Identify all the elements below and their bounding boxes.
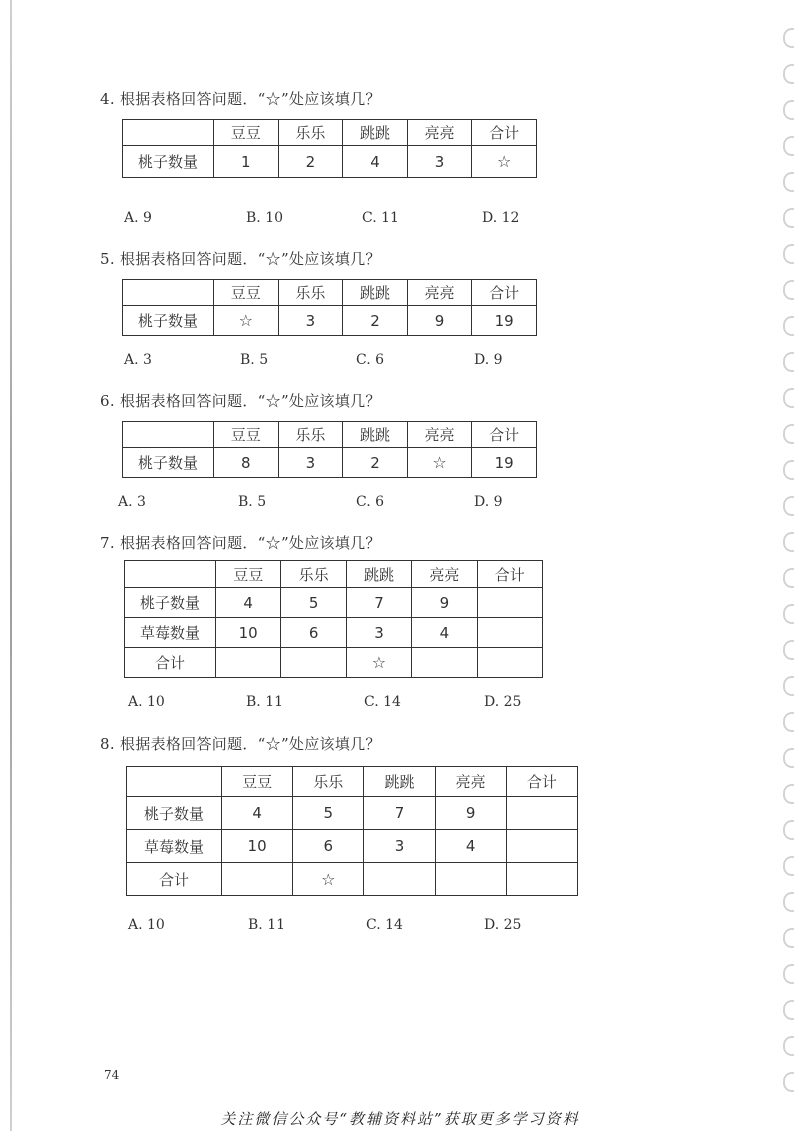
table-cell [435, 863, 506, 896]
row-label: 合计 [127, 863, 222, 896]
question-4-table [122, 119, 537, 178]
table-header-row [127, 767, 578, 797]
question-4-prompt: 4. 根据表格回答问题．“☆”处应该填几？ [100, 90, 381, 108]
binding-ring [783, 100, 794, 120]
question-7-table [124, 560, 543, 678]
table-cell [364, 863, 435, 896]
binding-ring [783, 1036, 794, 1056]
table-cell: 19 [472, 448, 537, 478]
binding-ring [783, 28, 794, 48]
footer-note: 关注微信公众号“教辅资料站”获取更多学习资料 [220, 1110, 580, 1128]
table-cell [125, 561, 216, 588]
binding-ring [783, 964, 794, 984]
table-cell: 合计 [477, 561, 542, 588]
table-cell: 3 [278, 448, 343, 478]
question-7-prompt: 7. 根据表格回答问题．“☆”处应该填几？ [100, 534, 381, 552]
binding-ring [783, 316, 794, 336]
table-cell: 合计 [506, 767, 577, 797]
option-c[interactable]: C. 6 [356, 494, 385, 510]
table-cell: 4 [216, 588, 281, 618]
table-cell: 跳跳 [343, 422, 408, 448]
star-cell: ☆ [346, 648, 411, 678]
table-cell: 19 [472, 306, 537, 336]
option-a[interactable]: A. 10 [128, 694, 165, 710]
table-cell: 乐乐 [281, 561, 346, 588]
table-cell: 10 [222, 830, 293, 863]
table-cell: 跳跳 [343, 280, 408, 306]
binding-ring [783, 928, 794, 948]
table-row [125, 648, 543, 678]
binding-ring [783, 496, 794, 516]
option-c[interactable]: C. 6 [356, 352, 385, 368]
table-cell: 5 [281, 588, 346, 618]
table-cell: 1 [214, 146, 279, 178]
row-label: 草莓数量 [125, 618, 216, 648]
option-b[interactable]: B. 5 [238, 494, 267, 510]
table-cell [506, 830, 577, 863]
table-cell [127, 767, 222, 797]
table-row [123, 146, 537, 178]
table-cell: 9 [412, 588, 477, 618]
table-cell: 跳跳 [343, 120, 408, 146]
binding-ring [783, 892, 794, 912]
table-cell [477, 588, 542, 618]
row-label: 合计 [125, 648, 216, 678]
table-row [123, 448, 537, 478]
question-5-prompt: 5. 根据表格回答问题．“☆”处应该填几？ [100, 250, 381, 268]
table-header-row [125, 561, 543, 588]
table-cell: 合计 [472, 422, 537, 448]
table-header-row [123, 422, 537, 448]
binding-ring [783, 1072, 794, 1092]
table-cell: 3 [278, 306, 343, 336]
binding-ring [783, 1000, 794, 1020]
table-cell [216, 648, 281, 678]
binding-ring [783, 820, 794, 840]
table-cell [506, 863, 577, 896]
table-cell: 7 [346, 588, 411, 618]
binding-ring [783, 352, 794, 372]
table-cell [412, 648, 477, 678]
row-label: 桃子数量 [123, 146, 214, 178]
table-cell [506, 797, 577, 830]
star-cell: ☆ [472, 146, 537, 178]
table-cell: 豆豆 [216, 561, 281, 588]
binding-ring [783, 604, 794, 624]
table-cell: 豆豆 [222, 767, 293, 797]
option-a[interactable]: A. 3 [118, 494, 146, 510]
table-cell: 亮亮 [407, 422, 472, 448]
table-cell: 合计 [472, 120, 537, 146]
binding-ring [783, 280, 794, 300]
table-cell: 乐乐 [293, 767, 364, 797]
table-cell [123, 422, 214, 448]
table-header-row [123, 120, 537, 146]
table-cell: 4 [222, 797, 293, 830]
table-header-row [123, 280, 537, 306]
table-cell: 4 [435, 830, 506, 863]
star-cell: ☆ [407, 448, 472, 478]
table-cell: 3 [407, 146, 472, 178]
page-edge [10, 0, 12, 1131]
binding-ring [783, 748, 794, 768]
binding-ring [783, 136, 794, 156]
table-cell: 乐乐 [278, 120, 343, 146]
table-cell [123, 280, 214, 306]
binding-ring [783, 388, 794, 408]
table-cell: 4 [412, 618, 477, 648]
table-cell: 亮亮 [407, 280, 472, 306]
table-cell: 9 [435, 797, 506, 830]
table-row [125, 618, 543, 648]
table-cell: 亮亮 [407, 120, 472, 146]
table-cell [281, 648, 346, 678]
binding-ring [783, 460, 794, 480]
table-cell: 跳跳 [346, 561, 411, 588]
row-label: 桃子数量 [123, 306, 214, 336]
table-cell [477, 648, 542, 678]
star-cell: ☆ [293, 863, 364, 896]
binding-ring [783, 172, 794, 192]
question-8-prompt: 8. 根据表格回答问题．“☆”处应该填几？ [100, 735, 381, 753]
table-cell: 合计 [472, 280, 537, 306]
table-cell: 亮亮 [435, 767, 506, 797]
table-cell: 乐乐 [278, 280, 343, 306]
binding-ring [783, 424, 794, 444]
table-cell: 5 [293, 797, 364, 830]
option-c[interactable]: C. 11 [362, 210, 399, 226]
option-d[interactable]: D. 9 [474, 494, 503, 510]
binding-ring [783, 784, 794, 804]
table-row [127, 797, 578, 830]
binding-ring [783, 640, 794, 660]
option-b[interactable]: B. 10 [246, 210, 284, 226]
table-cell: 2 [343, 448, 408, 478]
option-c[interactable]: C. 14 [366, 917, 403, 933]
binding-ring [783, 244, 794, 264]
table-cell: 10 [216, 618, 281, 648]
binding-ring [783, 532, 794, 552]
option-d[interactable]: D. 9 [474, 352, 503, 368]
table-cell: 4 [343, 146, 408, 178]
option-a[interactable]: A. 10 [128, 917, 165, 933]
row-label: 桃子数量 [127, 797, 222, 830]
question-8-table [126, 766, 578, 896]
row-label: 桃子数量 [125, 588, 216, 618]
table-cell: 6 [281, 618, 346, 648]
table-cell: 9 [407, 306, 472, 336]
binding-ring [783, 64, 794, 84]
question-6-prompt: 6. 根据表格回答问题．“☆”处应该填几？ [100, 392, 381, 410]
table-cell: 跳跳 [364, 767, 435, 797]
binding-ring [783, 568, 794, 588]
table-cell [222, 863, 293, 896]
row-label: 草莓数量 [127, 830, 222, 863]
star-cell: ☆ [214, 306, 279, 336]
table-cell [123, 120, 214, 146]
question-5-table [122, 279, 537, 336]
option-c[interactable]: C. 14 [364, 694, 401, 710]
table-cell: 3 [346, 618, 411, 648]
option-d[interactable]: D. 12 [482, 210, 520, 226]
binding-ring [783, 712, 794, 732]
table-cell: 6 [293, 830, 364, 863]
table-cell: 2 [343, 306, 408, 336]
question-6-table [122, 421, 537, 478]
option-a[interactable]: A. 9 [124, 210, 152, 226]
binding-ring [783, 208, 794, 228]
option-d[interactable]: D. 25 [484, 917, 522, 933]
page-number: 74 [104, 1068, 120, 1082]
table-cell: 豆豆 [214, 120, 279, 146]
binding-ring [783, 856, 794, 876]
table-row [125, 588, 543, 618]
table-cell: 亮亮 [412, 561, 477, 588]
option-b[interactable]: B. 11 [248, 917, 286, 933]
binding-ring [783, 676, 794, 696]
spiral-binding [762, 0, 800, 1131]
table-row [127, 863, 578, 896]
option-b[interactable]: B. 5 [240, 352, 269, 368]
table-cell: 8 [214, 448, 279, 478]
table-cell: 豆豆 [214, 422, 279, 448]
row-label: 桃子数量 [123, 448, 214, 478]
table-row [123, 306, 537, 336]
table-cell [477, 618, 542, 648]
table-cell: 3 [364, 830, 435, 863]
option-b[interactable]: B. 11 [246, 694, 284, 710]
table-cell: 豆豆 [214, 280, 279, 306]
table-cell: 7 [364, 797, 435, 830]
option-a[interactable]: A. 3 [124, 352, 152, 368]
option-d[interactable]: D. 25 [484, 694, 522, 710]
table-cell: 2 [278, 146, 343, 178]
table-cell: 乐乐 [278, 422, 343, 448]
table-row [127, 830, 578, 863]
